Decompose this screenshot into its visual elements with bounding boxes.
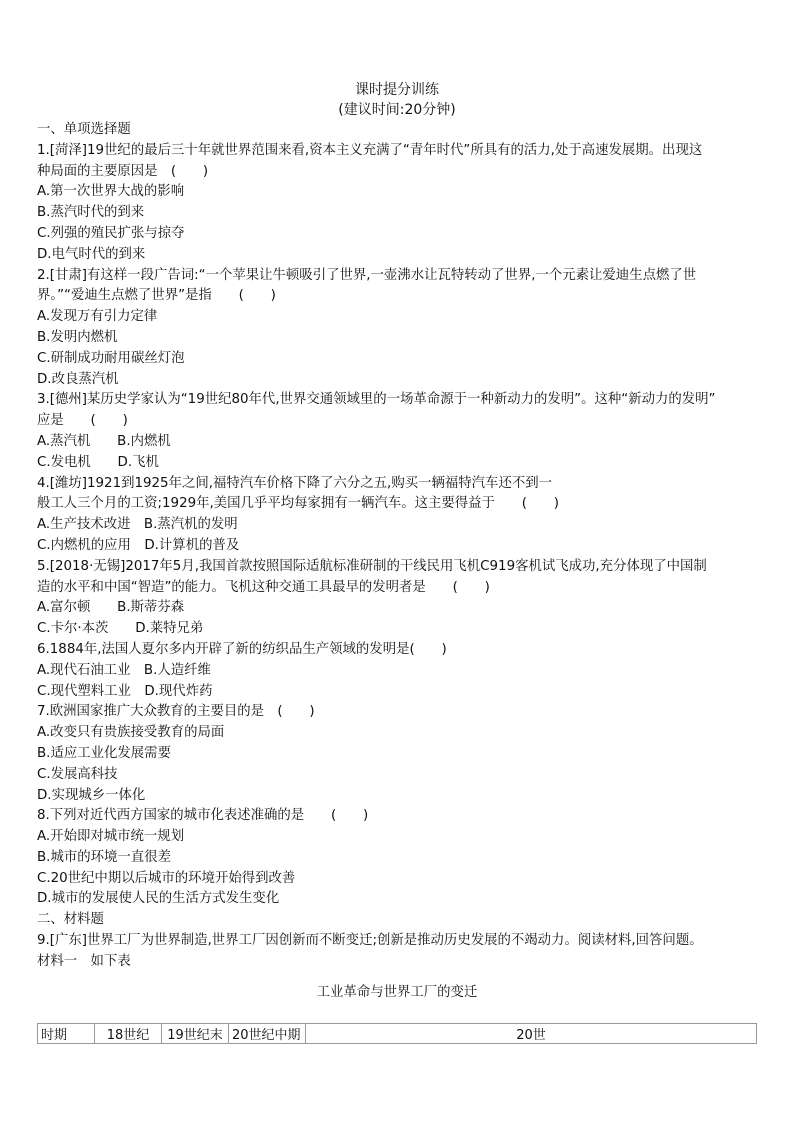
section-heading-1: 一、单项选择题 [37,122,131,137]
page-subtitle: (建议时间:20分钟) [338,102,456,118]
answer-option: A.开始即对城市统一规划 [37,829,185,845]
answer-option: B.发明内燃机 [37,329,118,345]
answer-option: D.城市的发展使人民的生活方式发生变化 [37,891,280,907]
question-block [37,640,757,702]
answer-option: C.发电机 D.飞机 [37,454,159,470]
answer-option: D.电气时代的到来 [37,246,146,262]
question-block [37,390,757,473]
question-stem-line: 7.欧洲国家推广大众教育的主要目的是 ( ) [37,704,315,720]
answer-option: A.改变只有贵族接受教育的局面 [37,725,225,741]
table-header-row [38,1023,757,1043]
answer-option: C.发展高科技 [37,766,118,782]
question-9: 9.[广东]世界工厂为世界制造,世界工厂因创新而不断变迁;创新是推动历史发展的不竭动力。阅读材料,回答问题。 [37,933,703,949]
question-stem-line: 3.[德州]某历史学家认为“19世纪80年代,世界交通领域里的一场革命源于一种新动力的发明”。这种“新动力的发明” [37,392,716,408]
answer-option: A.生产技术改进 B.蒸汽机的发明 [37,517,238,533]
table-header-cell: 时期 [38,1023,95,1043]
question-stem-line: 应是 ( ) [37,413,128,429]
question-block [37,702,757,806]
answer-option: B.蒸汽时代的到来 [37,205,145,221]
section-heading-2: 二、材料题 [37,912,104,928]
question-stem-line: 界。”“爱迪生点燃了世界”是指 ( ) [37,288,276,304]
document-page [37,80,757,1044]
question-stem-line: 2.[甘肃]有这样一段广告词:“一个苹果让牛顿吸引了世界,一壶沸水让瓦特转动了世界,一个元素让爱迪生点燃了世 [37,267,697,283]
table-title: 工业革命与世界工厂的变迁 [316,984,478,1000]
page-title: 课时提分训练 [355,82,439,98]
answer-option: B.城市的环境一直很差 [37,849,171,865]
question-stem-line: 1.[菏泽]19世纪的最后三十年就世界范围来看,资本主义充满了“青年时代”所具有的活力,处于高速发展期。出现这 [37,142,703,158]
material-label: 材料一 如下表 [37,953,131,969]
question-block [37,557,757,640]
answer-option: C.20世纪中期以后城市的环境开始得到改善 [37,870,296,886]
answer-option: A.发现万有引力定律 [37,309,158,325]
answer-option: A.蒸汽机 B.内燃机 [37,433,171,449]
question-block [37,806,757,910]
question-block [37,141,757,266]
answer-option: C.研制成功耐用碳丝灯泡 [37,350,185,366]
table-header-cell: 19世纪末 [162,1023,229,1043]
answer-option: A.富尔顿 B.斯蒂芬森 [37,600,185,616]
answer-option: A.现代石油工业 B.人造纤维 [37,662,211,678]
question-block [37,266,757,391]
table-header-cell: 20世纪中期 [229,1023,306,1043]
table-header-cell: 20世 [306,1023,757,1043]
question-stem-line: 4.[潍坊]1921到1925年之间,福特汽车价格下降了六分之五,购买一辆福特汽车还不到一 [37,475,553,491]
answer-option: C.内燃机的应用 D.计算机的普及 [37,537,240,553]
data-table [37,1023,757,1044]
answer-option: B.适应工业化发展需要 [37,745,171,761]
answer-option: A.第一次世界大战的影响 [37,184,185,200]
answer-option: C.现代塑料工业 D.现代炸药 [37,683,213,699]
question-stem-line: 种局面的主要原因是 ( ) [37,163,209,179]
question-list [37,141,757,910]
answer-option: D.改良蒸汽机 [37,371,119,387]
table-header-cell: 18世纪 [95,1023,162,1043]
answer-option: C.列强的殖民扩张与掠夺 [37,225,185,241]
question-stem-line: 般工人三个月的工资;1929年,美国几乎平均每家拥有一辆汽车。这主要得益于 ( ) [37,496,559,512]
answer-option: C.卡尔·本茨 D.莱特兄弟 [37,621,204,637]
question-stem-line: 6.1884年,法国人夏尔多内开辟了新的纺织品生产领域的发明是( ) [37,641,447,657]
question-stem-line: 造的水平和中国“智造”的能力。飞机这种交通工具最早的发明者是 ( ) [37,579,490,595]
question-block [37,474,757,557]
question-stem-line: 8.下列对近代西方国家的城市化表述准确的是 ( ) [37,808,369,824]
answer-option: D.实现城乡一体化 [37,787,146,803]
question-stem-line: 5.[2018·无锡]2017年5月,我国首款按照国际适航标准研制的干线民用飞机C919客机试飞成功,充分体现了中国制 [37,558,707,574]
